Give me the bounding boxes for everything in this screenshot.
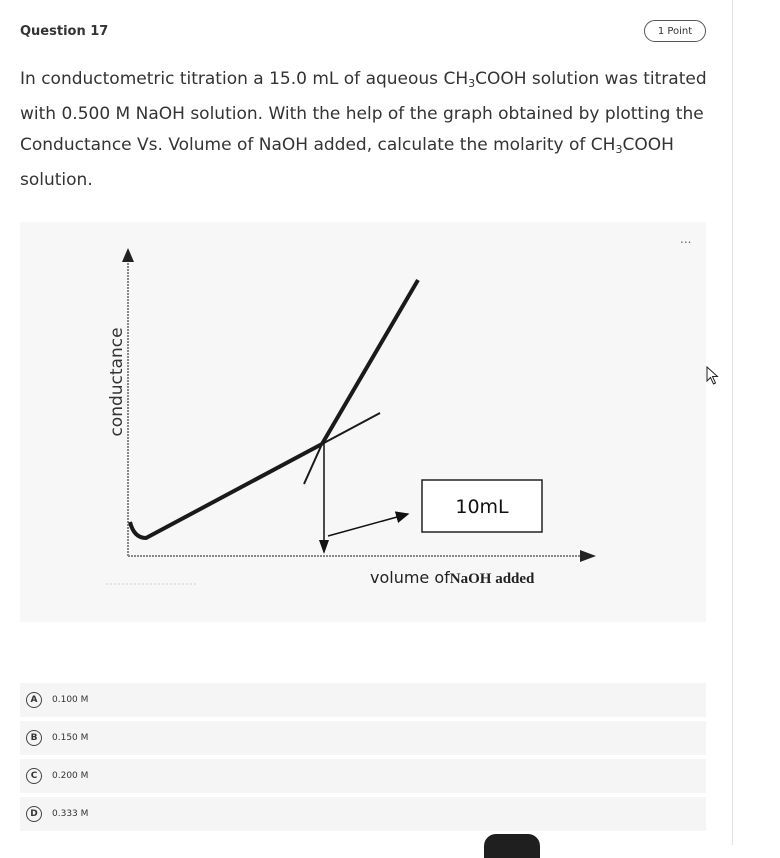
y-axis-arrow — [122, 248, 134, 262]
question-title: Question 17 — [20, 24, 109, 39]
question-text-part-2: COOH solution was titrated with 0.500 M NaOH solution. With the help of the graph obtained by plotting the Conductance Vs. Volume of NaOH added, calculate the molarity of CH — [20, 69, 707, 155]
question-text-part-1: In conductometric titration a 15.0 mL of aqueous CH — [20, 69, 469, 89]
choice-text-c: 0.200 M — [52, 771, 89, 781]
x-axis-arrow — [580, 550, 596, 562]
question-text-part-3: COOH solution. — [20, 135, 674, 190]
label-pointer-arrow — [328, 514, 408, 536]
titration-graph — [20, 222, 706, 622]
floating-control[interactable] — [484, 834, 540, 858]
more-options-icon[interactable]: ... — [680, 232, 692, 246]
choice-letter-b: B — [26, 730, 42, 746]
right-divider — [732, 0, 733, 845]
choice-text-a: 0.100 M — [52, 695, 89, 705]
choice-text-d: 0.333 M — [52, 809, 89, 819]
graph-panel — [20, 222, 706, 622]
x-axis-label-formula: NaOH added — [449, 571, 535, 587]
y-axis-label: conductance — [107, 327, 127, 437]
choice-a[interactable] — [20, 683, 706, 717]
subscript-3: 3 — [615, 143, 623, 156]
mouse-cursor-icon — [706, 366, 720, 386]
choice-c[interactable] — [20, 759, 706, 793]
x-axis-label — [370, 568, 535, 587]
x-axis-label-prefix: volume of — [370, 568, 450, 587]
subscript-3: 3 — [468, 77, 476, 90]
choice-letter-c: C — [26, 768, 42, 784]
points-badge: 1 Point — [644, 20, 706, 42]
endpoint-label: 10mL — [455, 496, 509, 518]
endpoint-drop-arrow — [319, 540, 329, 554]
choice-letter-a: A — [26, 692, 42, 708]
curve-segment-1 — [130, 444, 322, 538]
choice-text-b: 0.150 M — [52, 733, 89, 743]
question-text — [20, 64, 720, 196]
choice-b[interactable] — [20, 721, 706, 755]
choice-d[interactable] — [20, 797, 706, 831]
choice-letter-d: D — [26, 806, 42, 822]
